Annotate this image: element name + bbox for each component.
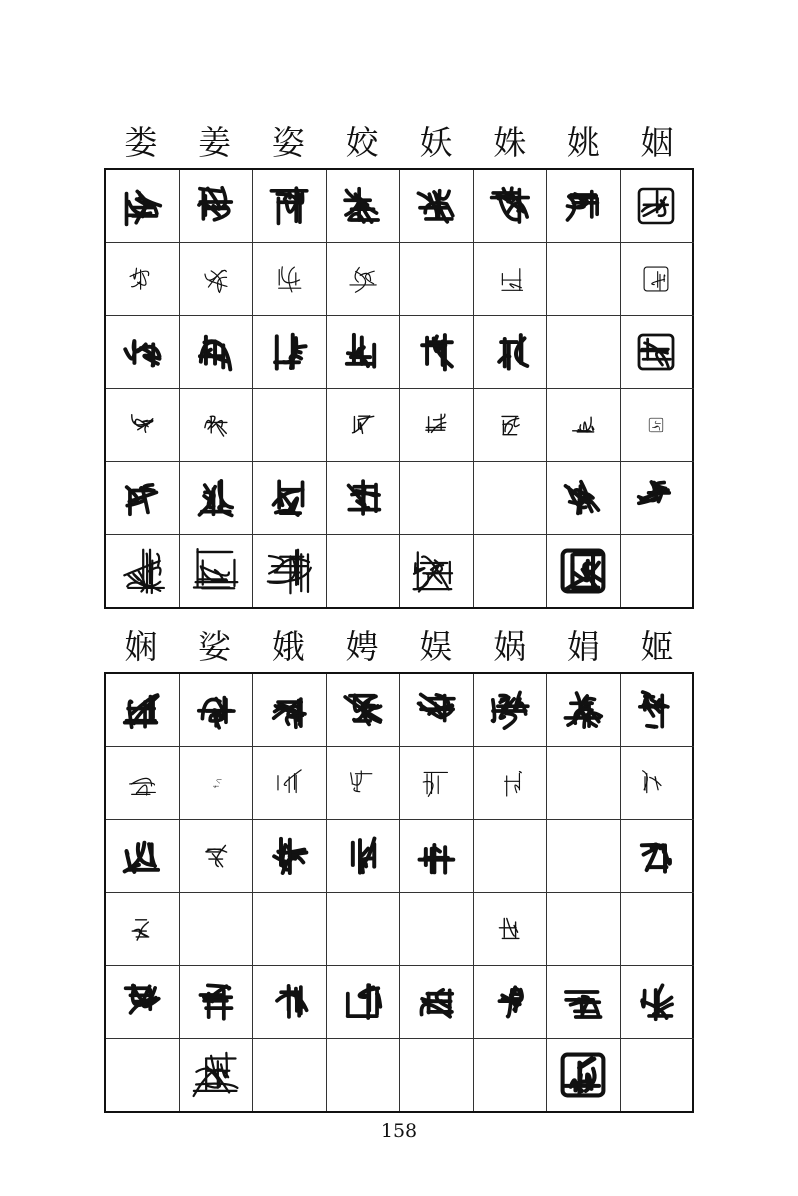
archaic-glyph-icon bbox=[634, 834, 678, 878]
empty-cell bbox=[547, 893, 621, 965]
glyph-cell bbox=[621, 747, 695, 819]
archaic-glyph-icon bbox=[561, 980, 605, 1024]
archaic-glyph-icon bbox=[488, 980, 532, 1024]
archaic-glyph-icon bbox=[119, 183, 165, 229]
archaic-glyph-icon bbox=[560, 183, 606, 229]
empty-cell bbox=[474, 535, 548, 607]
archaic-glyph-icon bbox=[193, 687, 239, 733]
glyph-cell bbox=[180, 674, 254, 746]
glyph-cell bbox=[474, 389, 548, 461]
glyph-cell bbox=[327, 170, 401, 242]
glyph-cell bbox=[547, 389, 621, 461]
archaic-glyph-icon bbox=[340, 687, 386, 733]
empty-cell bbox=[547, 243, 621, 315]
glyph-cell bbox=[327, 462, 401, 534]
header-char: 姣 bbox=[345, 123, 379, 162]
archaic-glyph-icon bbox=[413, 183, 459, 229]
glyph-cell bbox=[327, 389, 401, 461]
empty-cell bbox=[474, 1039, 548, 1111]
glyph-cell bbox=[106, 535, 180, 607]
glyph-cell bbox=[180, 966, 254, 1038]
glyph-cell bbox=[547, 535, 621, 607]
archaic-glyph-icon bbox=[341, 330, 385, 374]
header-char: 娑 bbox=[198, 627, 232, 666]
header-char: 姿 bbox=[271, 123, 305, 162]
glyph-cell bbox=[327, 243, 401, 315]
header-row bbox=[104, 622, 694, 672]
header-char: 娉 bbox=[345, 627, 379, 666]
archaic-glyph-icon bbox=[413, 687, 459, 733]
glyph-cell bbox=[253, 462, 327, 534]
archaic-glyph-icon bbox=[414, 980, 458, 1024]
script-form-row bbox=[106, 315, 694, 388]
empty-cell bbox=[253, 389, 327, 461]
archaic-glyph-icon bbox=[193, 183, 239, 229]
glyph-cell bbox=[474, 170, 548, 242]
empty-cell bbox=[621, 893, 695, 965]
glyph-cell bbox=[106, 389, 180, 461]
archaic-glyph-icon bbox=[414, 834, 458, 878]
glyph-cell bbox=[106, 747, 180, 819]
archaic-glyph-icon bbox=[487, 183, 533, 229]
glyph-cell bbox=[474, 674, 548, 746]
glyph-cell bbox=[253, 316, 327, 388]
archaic-glyph-icon bbox=[569, 411, 597, 439]
glyph-cell bbox=[474, 316, 548, 388]
empty-cell bbox=[180, 893, 254, 965]
archaic-glyph-icon bbox=[559, 1051, 607, 1099]
glyph-cell bbox=[400, 316, 474, 388]
archaic-glyph-icon bbox=[349, 411, 377, 439]
script-form-row bbox=[106, 242, 694, 315]
glyph-cell bbox=[400, 966, 474, 1038]
archaic-glyph-icon bbox=[341, 834, 385, 878]
archaic-glyph-icon bbox=[209, 776, 223, 790]
glyph-cell bbox=[621, 674, 695, 746]
archaic-glyph-icon bbox=[120, 980, 164, 1024]
glyph-cell bbox=[547, 462, 621, 534]
glyph-cell bbox=[621, 966, 695, 1038]
header-char: 姝 bbox=[493, 123, 527, 162]
glyph-cell bbox=[474, 243, 548, 315]
glyph-cell bbox=[106, 674, 180, 746]
glyph-cell bbox=[180, 170, 254, 242]
header-char: 姻 bbox=[640, 123, 674, 162]
glyph-cell bbox=[253, 170, 327, 242]
archaic-glyph-icon bbox=[188, 543, 244, 599]
archaic-glyph-icon bbox=[194, 980, 238, 1024]
archaic-glyph-icon bbox=[408, 543, 464, 599]
glyph-cell bbox=[180, 462, 254, 534]
glyph-cell bbox=[180, 820, 254, 892]
archaic-glyph-icon bbox=[346, 766, 380, 800]
glyph-cell bbox=[547, 1039, 621, 1111]
archaic-glyph-icon bbox=[267, 980, 311, 1024]
archaic-glyph-icon bbox=[561, 476, 605, 520]
empty-cell bbox=[400, 893, 474, 965]
header-char: 娄 bbox=[124, 123, 158, 162]
archaic-glyph-icon bbox=[648, 417, 664, 433]
script-form-row bbox=[106, 1038, 694, 1111]
archaic-glyph-icon bbox=[488, 330, 532, 374]
glyph-cell bbox=[253, 535, 327, 607]
empty-cell bbox=[253, 1039, 327, 1111]
archaic-glyph-icon bbox=[419, 766, 453, 800]
glyph-cell bbox=[327, 820, 401, 892]
archaic-glyph-icon bbox=[120, 330, 164, 374]
archaic-glyph-icon bbox=[633, 687, 679, 733]
header-char: 姬 bbox=[640, 627, 674, 666]
archaic-glyph-icon bbox=[560, 687, 606, 733]
glyph-cell bbox=[474, 966, 548, 1038]
script-form-row bbox=[106, 892, 694, 965]
glyph-cell bbox=[400, 674, 474, 746]
archaic-glyph-icon bbox=[266, 183, 312, 229]
archaic-glyph-icon bbox=[272, 262, 306, 296]
empty-cell bbox=[253, 893, 327, 965]
archaic-glyph-icon bbox=[202, 411, 230, 439]
glyph-cell bbox=[547, 674, 621, 746]
archaic-glyph-icon bbox=[267, 330, 311, 374]
archaic-glyph-icon bbox=[636, 186, 676, 226]
archaic-glyph-icon bbox=[639, 766, 673, 800]
archaic-glyph-icon bbox=[199, 262, 233, 296]
archaic-glyph-icon bbox=[493, 262, 527, 296]
archaic-glyph-icon bbox=[119, 687, 165, 733]
archaic-glyph-icon bbox=[487, 687, 533, 733]
archaic-glyph-icon bbox=[267, 834, 311, 878]
glyph-cell bbox=[547, 170, 621, 242]
archaic-glyph-icon bbox=[194, 330, 238, 374]
script-form-row bbox=[106, 674, 694, 746]
glyph-cell bbox=[253, 966, 327, 1038]
archaic-glyph-icon bbox=[202, 842, 230, 870]
archaic-glyph-icon bbox=[634, 980, 678, 1024]
header-char: 妖 bbox=[419, 123, 453, 162]
empty-cell bbox=[400, 462, 474, 534]
glyph-cell bbox=[400, 170, 474, 242]
empty-cell bbox=[621, 1039, 695, 1111]
empty-cell bbox=[327, 1039, 401, 1111]
empty-cell bbox=[474, 462, 548, 534]
header-char: 姚 bbox=[566, 123, 600, 162]
archaic-glyph-icon bbox=[642, 265, 670, 293]
archaic-glyph-icon bbox=[125, 262, 159, 296]
archaic-glyph-icon bbox=[194, 476, 238, 520]
glyph-cell bbox=[106, 820, 180, 892]
archaic-glyph-icon bbox=[346, 262, 380, 296]
page-number: 158 bbox=[380, 1120, 418, 1142]
header-char: 娲 bbox=[493, 627, 527, 666]
glyph-cell bbox=[106, 966, 180, 1038]
glyph-cell bbox=[253, 820, 327, 892]
archaic-glyph-icon bbox=[120, 476, 164, 520]
glyph-cell bbox=[621, 820, 695, 892]
script-form-row bbox=[106, 170, 694, 242]
archaic-glyph-icon bbox=[188, 1047, 244, 1103]
glyph-cell bbox=[327, 316, 401, 388]
archaic-glyph-icon bbox=[267, 476, 311, 520]
archaic-glyph-icon bbox=[128, 411, 156, 439]
script-form-row bbox=[106, 534, 694, 607]
glyph-cell bbox=[253, 747, 327, 819]
script-form-row bbox=[106, 819, 694, 892]
archaic-glyph-icon bbox=[636, 332, 676, 372]
archaic-glyph-icon bbox=[341, 476, 385, 520]
empty-cell bbox=[621, 535, 695, 607]
glyph-cell bbox=[400, 535, 474, 607]
glyph-cell bbox=[400, 747, 474, 819]
glyph-cell bbox=[106, 462, 180, 534]
script-form-row bbox=[106, 746, 694, 819]
glyph-cell bbox=[621, 316, 695, 388]
empty-cell bbox=[474, 820, 548, 892]
glyph-cell bbox=[106, 893, 180, 965]
header-char: 娱 bbox=[419, 627, 453, 666]
script-form-row bbox=[106, 965, 694, 1038]
glyph-cell bbox=[180, 243, 254, 315]
script-form-row bbox=[106, 388, 694, 461]
glyph-cell bbox=[621, 170, 695, 242]
archaic-glyph-icon bbox=[128, 915, 156, 943]
archaic-glyph-icon bbox=[125, 766, 159, 800]
script-form-grid bbox=[104, 168, 694, 609]
archaic-glyph-icon bbox=[493, 766, 527, 800]
empty-cell bbox=[547, 316, 621, 388]
character-table-2 bbox=[104, 622, 694, 1113]
glyph-cell bbox=[621, 243, 695, 315]
archaic-glyph-icon bbox=[114, 543, 170, 599]
archaic-glyph-icon bbox=[414, 330, 458, 374]
glyph-cell bbox=[474, 747, 548, 819]
glyph-cell bbox=[621, 462, 695, 534]
archaic-glyph-icon bbox=[559, 547, 607, 595]
archaic-glyph-icon bbox=[120, 834, 164, 878]
glyph-cell bbox=[180, 316, 254, 388]
archaic-glyph-icon bbox=[496, 915, 524, 943]
glyph-cell bbox=[180, 535, 254, 607]
glyph-cell bbox=[400, 820, 474, 892]
archaic-glyph-icon bbox=[341, 980, 385, 1024]
empty-cell bbox=[400, 1039, 474, 1111]
archaic-glyph-icon bbox=[422, 411, 450, 439]
empty-cell bbox=[547, 747, 621, 819]
glyph-cell bbox=[327, 674, 401, 746]
glyph-cell bbox=[180, 747, 254, 819]
header-char: 姜 bbox=[198, 123, 232, 162]
glyph-cell bbox=[106, 243, 180, 315]
glyph-cell bbox=[474, 893, 548, 965]
empty-cell bbox=[547, 820, 621, 892]
empty-cell bbox=[327, 535, 401, 607]
glyph-cell bbox=[400, 389, 474, 461]
glyph-cell bbox=[547, 966, 621, 1038]
glyph-cell bbox=[327, 747, 401, 819]
character-table-1 bbox=[104, 118, 694, 609]
glyph-cell bbox=[621, 389, 695, 461]
glyph-cell bbox=[253, 674, 327, 746]
glyph-cell bbox=[180, 1039, 254, 1111]
glyph-cell bbox=[180, 389, 254, 461]
empty-cell bbox=[327, 893, 401, 965]
archaic-glyph-icon bbox=[272, 766, 306, 800]
script-form-grid bbox=[104, 672, 694, 1113]
header-char: 娴 bbox=[124, 627, 158, 666]
glyph-cell bbox=[327, 966, 401, 1038]
glyph-cell bbox=[106, 170, 180, 242]
header-char: 娟 bbox=[566, 627, 600, 666]
header-char: 娥 bbox=[271, 627, 305, 666]
archaic-glyph-icon bbox=[634, 476, 678, 520]
glyph-cell bbox=[106, 316, 180, 388]
script-form-row bbox=[106, 461, 694, 534]
empty-cell bbox=[106, 1039, 180, 1111]
archaic-glyph-icon bbox=[266, 687, 312, 733]
header-row bbox=[104, 118, 694, 168]
archaic-glyph-icon bbox=[496, 411, 524, 439]
archaic-glyph-icon bbox=[261, 543, 317, 599]
glyph-cell bbox=[253, 243, 327, 315]
archaic-glyph-icon bbox=[340, 183, 386, 229]
empty-cell bbox=[400, 243, 474, 315]
